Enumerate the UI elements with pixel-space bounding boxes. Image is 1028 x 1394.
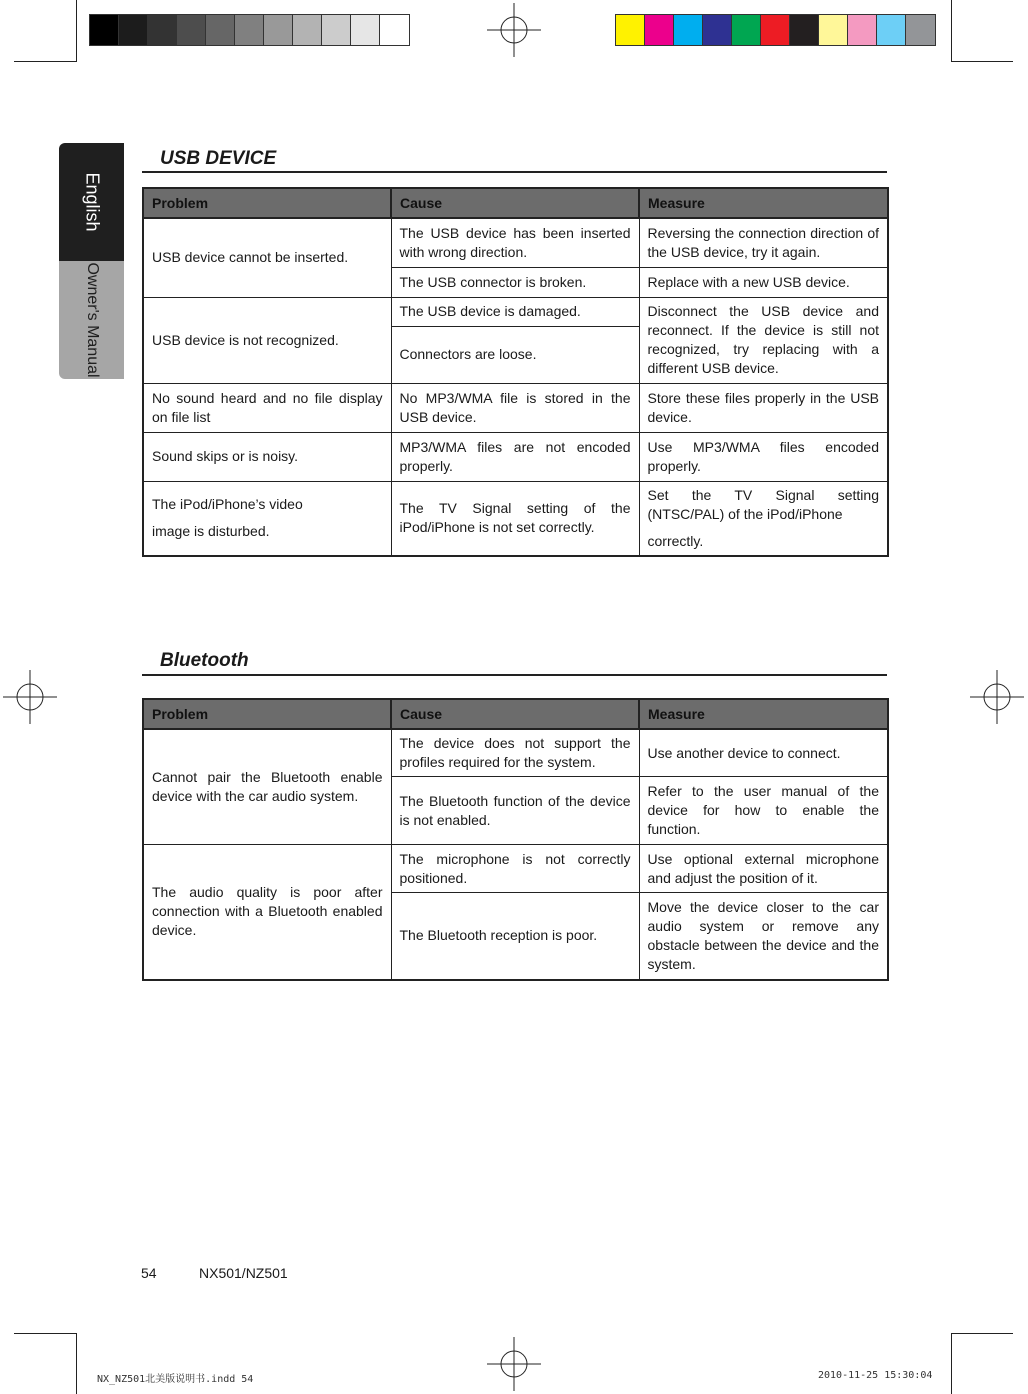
cause-cell: The USB connector is broken.	[391, 267, 639, 297]
cause-cell: The USB device has been inserted with wrong direction.	[391, 218, 639, 267]
gray-swatch	[380, 15, 409, 45]
problem-cell: The audio quality is poor after connection with a Bluetooth enabled device.	[143, 845, 391, 980]
crop-mark	[76, 1333, 77, 1394]
cause-cell: No MP3/WMA file is stored in the USB device.	[391, 383, 639, 432]
gray-swatch	[148, 15, 177, 45]
column-header-cause: Cause	[391, 188, 639, 218]
gray-swatch	[177, 15, 206, 45]
column-header-problem: Problem	[143, 188, 391, 218]
crop-mark	[76, 0, 77, 62]
color-swatch	[645, 15, 674, 45]
color-swatch	[877, 15, 906, 45]
section-divider	[142, 171, 887, 173]
measure-cell: Store these files properly in the USB device.	[639, 383, 888, 432]
registration-mark-icon	[970, 670, 1024, 724]
problem-cell: No sound heard and no file display on file list	[143, 383, 391, 432]
color-swatch	[674, 15, 703, 45]
measure-cell	[639, 481, 888, 556]
cause-cell: The Bluetooth reception is poor.	[391, 893, 639, 980]
column-header-problem: Problem	[143, 699, 391, 729]
process-color-bar	[615, 14, 936, 46]
crop-mark	[951, 61, 1013, 62]
problem-cell: USB device cannot be inserted.	[143, 218, 391, 297]
section-divider	[142, 674, 887, 676]
measure-cell: Use optional external microphone and adjust the position of it.	[639, 845, 888, 893]
measure-cell: Reversing the connection direction of the USB device, try it again.	[639, 218, 888, 267]
color-swatch	[761, 15, 790, 45]
cause-cell: Connectors are loose.	[391, 326, 639, 383]
registration-mark-icon	[487, 3, 541, 57]
bluetooth-section-title: Bluetooth	[160, 650, 249, 671]
cause-cell: MP3/WMA files are not encoded properly.	[391, 432, 639, 481]
color-swatch	[616, 15, 645, 45]
side-tab-manual-label: Owner's Manual	[83, 262, 101, 378]
gray-swatch	[119, 15, 148, 45]
problem-line: The iPod/iPhone’s video	[152, 496, 303, 512]
gray-swatch	[235, 15, 264, 45]
color-swatch	[906, 15, 935, 45]
color-swatch	[848, 15, 877, 45]
measure-line: Set the TV Signal setting (NTSC/PAL) of the iPod/iPhone	[647, 486, 879, 522]
gray-swatch	[206, 15, 235, 45]
measure-cell: Use MP3/WMA files encoded properly.	[639, 432, 888, 481]
measure-cell: Replace with a new USB device.	[639, 267, 888, 297]
cause-cell: The microphone is not correctly positioned.	[391, 845, 639, 893]
measure-cell: Disconnect the USB device and reconnect. If the device is still not recognized, try replacing with a different USB device.	[639, 297, 888, 383]
measure-cell: Use another device to connect.	[639, 729, 888, 777]
color-swatch	[703, 15, 732, 45]
color-swatch	[819, 15, 848, 45]
color-swatch	[790, 15, 819, 45]
column-header-measure: Measure	[639, 699, 888, 729]
measure-cell: Refer to the user manual of the device for how to enable the function.	[639, 777, 888, 845]
side-tab-language	[59, 143, 124, 261]
problem-cell: Sound skips or is noisy.	[143, 432, 391, 481]
side-tab-language-label: English	[82, 172, 102, 232]
problem-cell	[143, 481, 391, 556]
print-slug-timestamp: 2010-11-25 15:30:04	[818, 1370, 933, 1381]
problem-line: image is disturbed.	[152, 523, 270, 539]
cause-cell: The TV Signal setting of the iPod/iPhone is not set correctly.	[391, 481, 639, 556]
crop-mark	[14, 1333, 76, 1334]
crop-mark	[951, 1333, 952, 1394]
print-slug-file: NX_NZ501北美版说明书.indd 54	[97, 1374, 254, 1385]
side-tab-manual	[59, 261, 124, 379]
cause-cell: The device does not support the profiles required for the system.	[391, 729, 639, 777]
cause-cell: The Bluetooth function of the device is not enabled.	[391, 777, 639, 845]
cause-cell: The USB device is damaged.	[391, 297, 639, 326]
registration-mark-icon	[3, 670, 57, 724]
crop-mark	[951, 1333, 1013, 1334]
column-header-cause: Cause	[391, 699, 639, 729]
color-swatch	[732, 15, 761, 45]
grayscale-color-bar	[89, 14, 410, 46]
usb-troubleshooting-table	[142, 187, 889, 557]
problem-cell: Cannot pair the Bluetooth enable device with the car audio system.	[143, 729, 391, 845]
gray-swatch	[90, 15, 119, 45]
gray-swatch	[264, 15, 293, 45]
measure-line: correctly.	[647, 532, 704, 549]
column-header-measure: Measure	[639, 188, 888, 218]
bluetooth-troubleshooting-table	[142, 698, 889, 981]
crop-mark	[14, 61, 76, 62]
usb-section-title: USB DEVICE	[160, 148, 277, 169]
gray-swatch	[351, 15, 380, 45]
crop-mark	[951, 0, 952, 62]
page-number: 54	[141, 1265, 157, 1281]
problem-cell: USB device is not recognized.	[143, 297, 391, 383]
measure-cell: Move the device closer to the car audio system or remove any obstacle between the device and the system.	[639, 893, 888, 980]
gray-swatch	[293, 15, 322, 45]
model-name: NX501/NZ501	[199, 1265, 288, 1281]
registration-mark-icon	[487, 1337, 541, 1391]
gray-swatch	[322, 15, 351, 45]
